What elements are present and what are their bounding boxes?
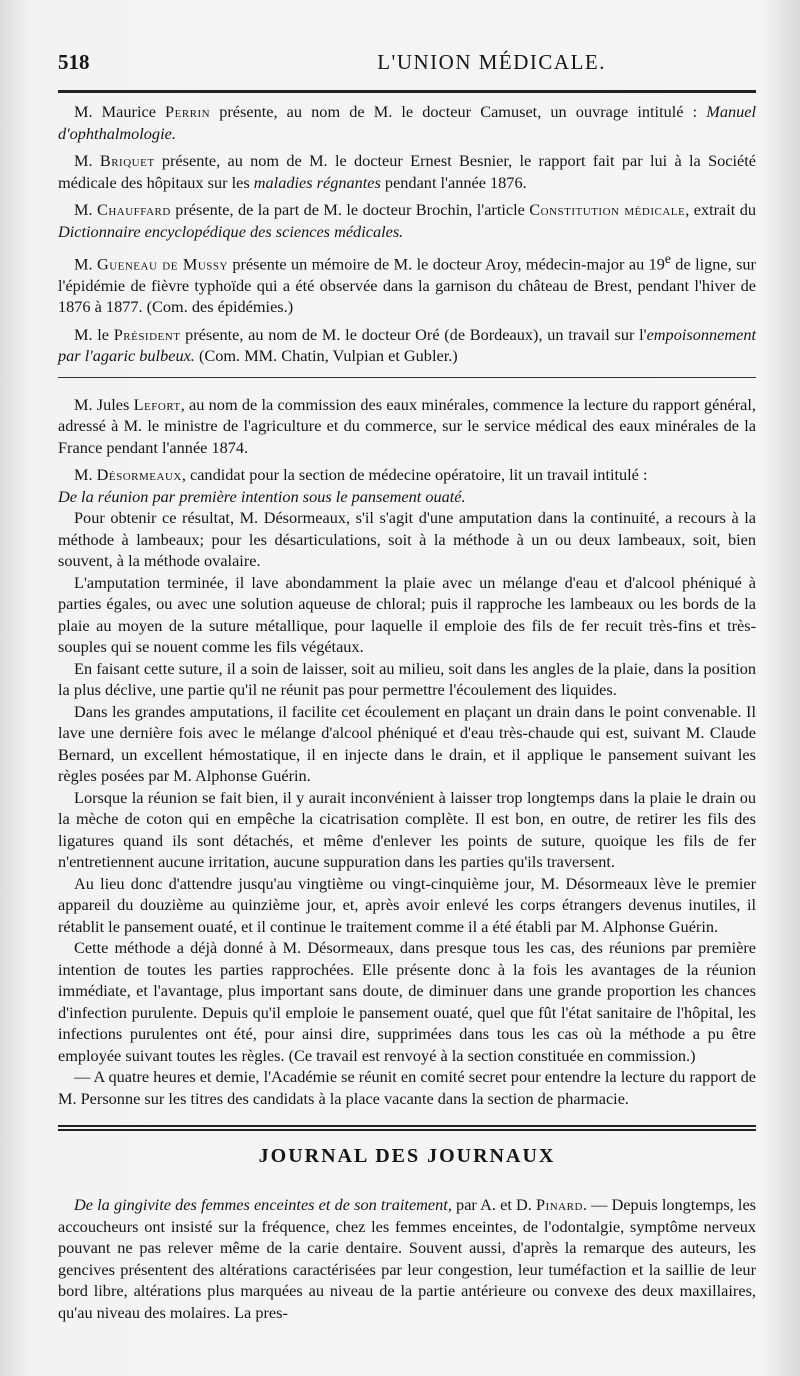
- text: M.: [74, 200, 97, 219]
- paragraph-body: Dans les grandes amputations, il facilite cet écoulement en plaçant un drain dans le point convenable. Il lave une dernière fois avec le mélange d'alcool phéniqué et d'eau très-chaude qui est, suivant M. Claude Bernard, un excellent hémostatique, il en injecte dans le drain, et il applique le pansement suivant les règles posées par M. Alphonse Guérin.: [58, 701, 756, 786]
- paragraph-body: En faisant cette suture, il a soin de laisser, soit au milieu, soit dans les angles de la plaie, dans la position la plus déclive, une partie qu'il ne réunit pas pour permettre l'écoulement des liquides.: [58, 658, 756, 700]
- paragraph-body: Pour obtenir ce résultat, M. Désormeaux, s'il s'agit d'une amputation dans la continuité, a recours à la méthode à lambeaux; pour les désarticulations, soit à la méthode à un ou deux lambeaux, soit, bien souvent, à la méthode ovalaire.: [58, 508, 756, 571]
- speaker-name: Lefort: [133, 394, 181, 414]
- article-title: De la gingivite des femmes enceintes et de son traitement,: [74, 1195, 452, 1215]
- text: par A. et D.: [451, 1195, 536, 1215]
- text: , au nom de la commission des eaux minérales, commence la lecture du rapport général, adressé à M. le ministre de l'agriculture et du commerce, sur le service médical des eaux minérales de la France pendant l'année 1874.: [58, 394, 756, 457]
- text: . — Depuis longtemps, les accoucheurs ont insisté sur la fréquence, chez les femmes enceintes, de l'odontalgie, symptôme nerveux pouvant ne pas relever même de la carie dentaire. Souvent aussi, d'après la remarque des auteurs, les gencives présentent des altérations caractérisées par leur congestion, leur tuméfaction et la saillie de leur bord libre, altérations plus marquées au niveau de la partie antérieure ou convexe des deux maxillaires, qu'au niveau des molaires. La pres-: [58, 1195, 757, 1322]
- paragraph-body: Cette méthode a déjà donné à M. Désormeaux, dans presque tous les cas, des réunions par première intention de toutes les parties rapprochées. Elle présente donc à la fois les avantages de la réunion immédiate, et l'avantage, plus important sans doute, de diminuer dans une grande proportion les chances d'infection purulente. Depuis qu'il emploie le pansement ouaté, quel que fût l'état sanitaire de l'hôpital, les infections purulentes ont été, pour ainsi dire, supprimées dans tous les cas où la méthode a pu être employée suivant toutes les règles. (Ce travail est renvoyé à la section constituée en commission.): [58, 938, 756, 1065]
- paragraph-journal: [58, 1194, 756, 1323]
- paragraph-body: — A quatre heures et demie, l'Académie se réunit en comité secret pour entendre la lecture du rapport de M. Personne sur les titres des candidats à la place vacante dans la section de pharmacie.: [58, 1067, 756, 1108]
- text: présente, au nom de M. le docteur Oré (de Bordeaux), un travail sur l': [180, 324, 647, 344]
- text: de ligne, sur l'épidémie de fièvre typhoïde qui a été observée dans la garnison du château de Brest, pendant l'hiver de 1876 à 1877. (Com. des épidémies.): [58, 254, 756, 317]
- speaker-name: Désormeaux: [96, 465, 182, 485]
- speaker-name: Chauffard: [96, 200, 171, 219]
- work-title: maladies régnantes: [253, 172, 381, 192]
- text: pendant l'année 1876.: [380, 172, 527, 192]
- header-rule: [58, 90, 756, 93]
- speaker-name: Président: [113, 324, 181, 344]
- paragraph-body: Lorsque la réunion se fait bien, il y aurait inconvénient à laisser trop longtemps dans la plaie le drain ou la mèche de coton qui en empêche la cicatrisation complète. Il est bon, en outre, de retirer les fils des ligatures quand ils sont détachés, et même d'enlever les points de suture, quoique les fils de fer n'entretiennent aucune irritation, aucune suppuration dans les parties qu'ils traversent.: [58, 787, 756, 872]
- article-title: Constitution médicale: [529, 200, 686, 219]
- text: M. Maurice: [74, 102, 166, 121]
- work-title: empoisonnement par l'agaric bulbeux.: [58, 324, 756, 366]
- text: M.: [74, 151, 100, 170]
- paragraph-body: Au lieu donc d'attendre jusqu'au vingtième ou vingt-cinquième jour, M. Désormeaux lève le premier appareil du douzième au quinzième jour, et, après avoir enlevé les corps étrangers devenus inutiles, il rétablit le pansement ouaté, et il continue le traitement comme il a été établi par M. Alphonse Guérin.: [58, 873, 756, 936]
- author-name: Pinard: [536, 1195, 583, 1215]
- paragraph-body: L'amputation terminée, il lave abondamment la plaie avec un mélange d'eau et d'alcool phéniqué à parties égales, ou avec une solution aqueuse de chloral; puis il rapproche les lambeaux ou les bords de la plaie au moyen de la suture métallique, pour laquelle il emploie des fils de fer recuit très-fins et très-souples qui se nouent comme les fils végétaux.: [58, 572, 756, 657]
- superscript: e: [664, 251, 671, 266]
- speaker-name: Perrin: [165, 102, 211, 121]
- text: présente un mémoire de M. le docteur Aroy, médecin-major au 19: [227, 254, 665, 274]
- text: M.: [74, 254, 97, 274]
- paragraph-gueneau: [58, 248, 756, 318]
- text: présente, au nom de M. le docteur Camuset, un ouvrage intitulé :: [210, 102, 707, 121]
- running-title: L'UNION MÉDICALE.: [377, 50, 606, 74]
- text: M.: [74, 465, 97, 485]
- paragraph-briquet: [58, 150, 756, 193]
- paragraph-president: [58, 324, 756, 367]
- text: (Com. MM. Chatin, Vulpian et Gubler.): [194, 346, 458, 366]
- section-divider: [58, 377, 756, 378]
- page-number: 518: [58, 50, 90, 74]
- text: présente, au nom de M. le docteur Ernest Besnier, le rapport fait par lui à la Société médicale des hôpitaux sur les: [58, 151, 756, 192]
- paragraph-desormeaux: [58, 464, 756, 507]
- text: M. Jules: [74, 394, 134, 414]
- text: , candidat pour la section de médecine opératoire, lit un travail intitulé :: [181, 465, 648, 485]
- work-title: Manuel d'ophthalmologie.: [58, 102, 756, 143]
- paragraph-perrin: [58, 101, 756, 144]
- text: , extrait du: [685, 200, 757, 219]
- speaker-name: Briquet: [99, 151, 155, 170]
- section-heading: JOURNAL DES JOURNAUX: [258, 1145, 556, 1168]
- work-title: De la réunion par première intention sous le pansement ouaté.: [58, 486, 466, 506]
- work-title: Dictionnaire encyclopédique des sciences médicales.: [58, 221, 404, 241]
- section-double-rule: [58, 1125, 756, 1131]
- text: M. le: [74, 324, 114, 344]
- speaker-name: Gueneau de Mussy: [96, 254, 228, 274]
- text: présente, de la part de M. le docteur Brochin, l'article: [170, 200, 530, 219]
- page-header: [58, 50, 756, 80]
- paragraph-lefort: [58, 394, 756, 459]
- paragraph-chauffard: [58, 199, 756, 242]
